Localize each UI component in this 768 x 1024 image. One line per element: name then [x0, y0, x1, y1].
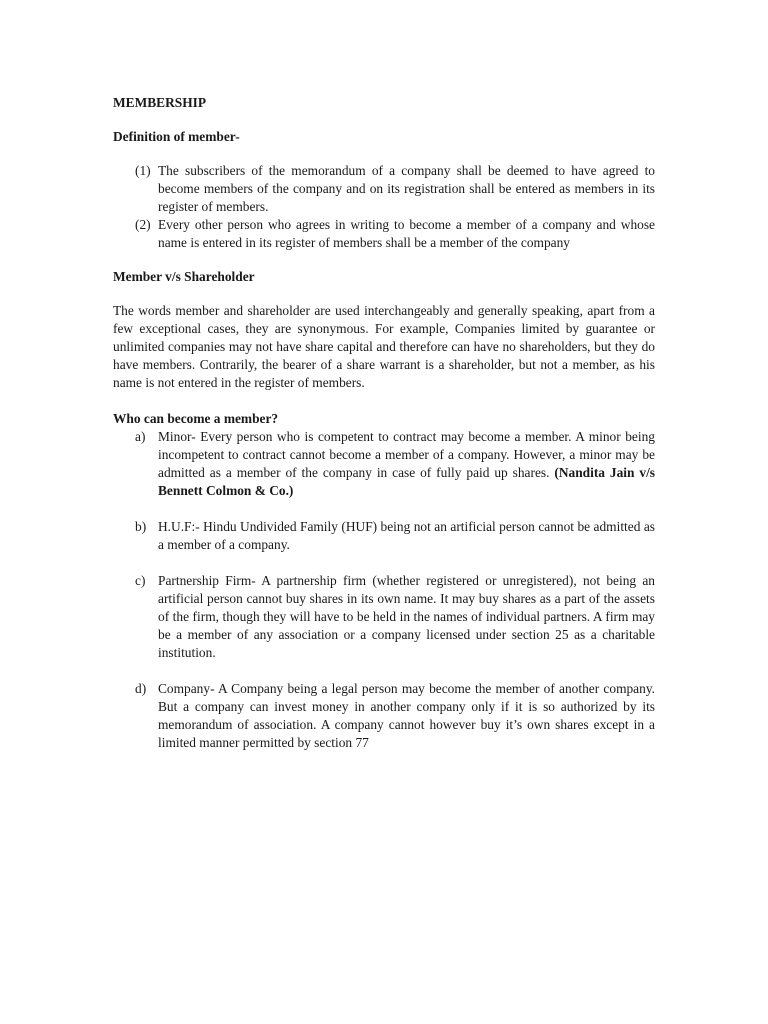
list-item-text: H.U.F:- Hindu Undivided Family (HUF) being not an artificial person cannot be admitted as a member of a company. — [158, 519, 655, 552]
definition-heading: Definition of member- — [113, 129, 240, 144]
definition-list — [113, 162, 655, 252]
document-title: MEMBERSHIP — [113, 95, 206, 110]
list-item-text: Every other person who agrees in writing to become a member of a company and whose name is entered in its register of members shall be a member of the company — [158, 217, 655, 250]
list-marker: d) — [135, 681, 147, 696]
who-can-become-list — [113, 428, 655, 752]
list-marker: b) — [135, 519, 147, 534]
list-item-text: The subscribers of the memorandum of a company shall be deemed to have agreed to become members of the company and on its registration shall be entered as members in its register of members. — [158, 163, 655, 214]
list-item — [113, 518, 655, 554]
member-vs-shareholder-paragraph: The words member and shareholder are used interchangeably and generally speaking, apart from a few exceptional cases, they are synonymous. For example, Companies limited by guarantee or unlimited companies may not have share capital and therefore can have no shareholders, but they do have members. Contrarily, the bearer of a share warrant is a shareholder, but not a member, as his name is not entered in the register of members. — [113, 303, 655, 390]
list-marker: (1) — [135, 163, 151, 178]
member-vs-shareholder-heading: Member v/s Shareholder — [113, 269, 255, 284]
who-can-become-heading: Who can become a member? — [113, 411, 279, 426]
document-page — [113, 94, 655, 770]
list-item-text: Company- A Company being a legal person may become the member of another company. But a company can invest money in another company only if it is so authorized by its memorandum of association. A company cannot however buy it’s own shares except in a limited manner permitted by section 77 — [158, 681, 655, 750]
list-item — [113, 428, 655, 500]
list-marker: c) — [135, 573, 146, 588]
case-citation: (Nandita Jain v/s Bennett Colmon & Co.) — [158, 465, 655, 498]
list-item — [113, 680, 655, 752]
list-marker: a) — [135, 429, 146, 444]
list-item-text: Partnership Firm- A partnership firm (whether registered or unregistered), not being an artificial person cannot buy shares in its own name. It may buy shares as a part of the assets of the firm, though they will have to be held in the names of individual partners. A firm may be a member of any association or a company licensed under section 25 as a charitable institution. — [158, 573, 655, 660]
list-item — [113, 572, 655, 662]
list-item — [113, 162, 655, 216]
list-item-text: Minor- Every person who is competent to contract may become a member. A minor being incompetent to contract cannot become a member of a company. However, a minor may be admitted as a member of the company in case of fully paid up shares. — [158, 429, 655, 480]
list-marker: (2) — [135, 217, 151, 232]
list-item — [113, 216, 655, 252]
